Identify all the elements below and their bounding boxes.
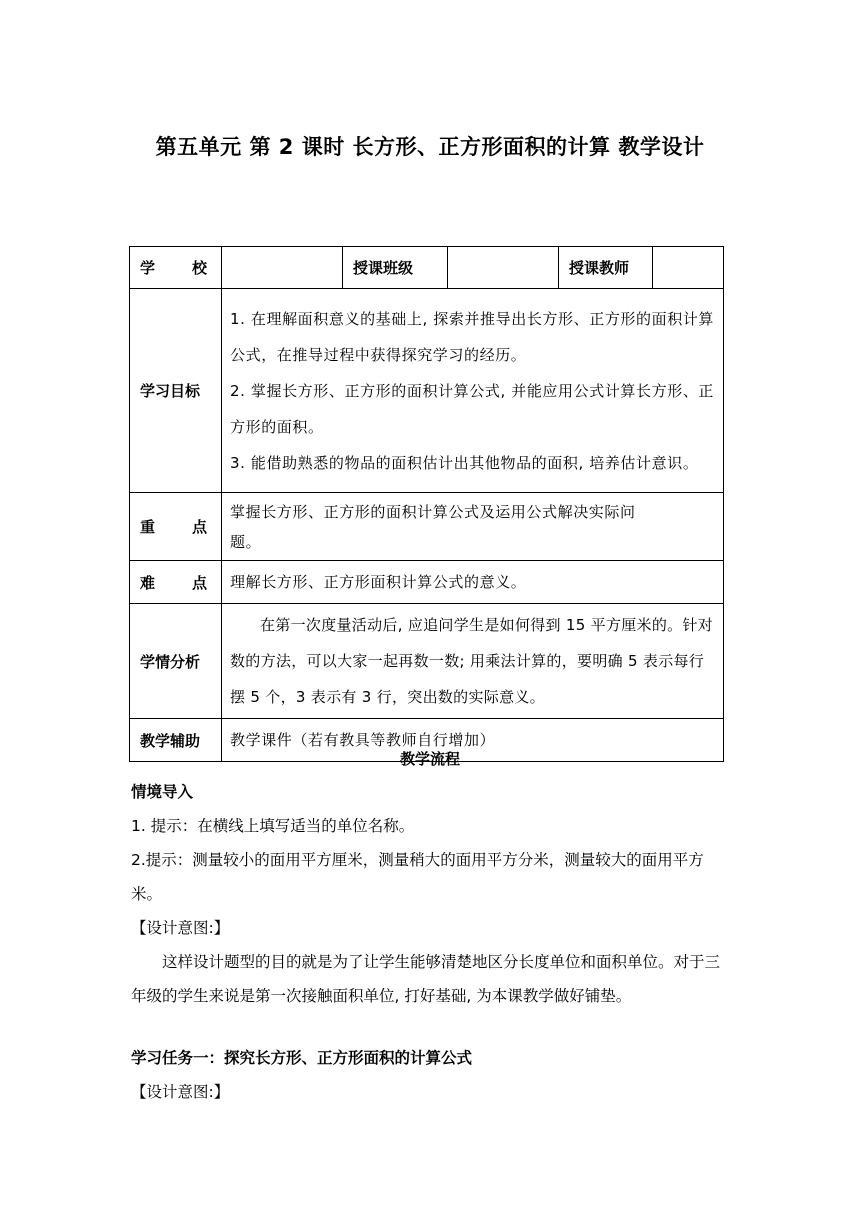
design-intent-label: 【设计意图:】 xyxy=(131,919,230,937)
analysis-row xyxy=(130,604,724,719)
key-points-label: 重 点 xyxy=(130,493,222,561)
class-label: 授课班级 xyxy=(343,247,448,289)
lesson-info-table xyxy=(129,246,724,762)
school-value xyxy=(222,247,343,289)
class-value xyxy=(448,247,559,289)
difficulty-label: 难 点 xyxy=(130,561,222,604)
teacher-value xyxy=(653,247,724,289)
key-points-content: 掌握长方形、正方形的面积计算公式及运用公式解决实际问题。 xyxy=(222,493,724,561)
document-title: 第五单元 第 2 课时 长方形、正方形面积的计算 教学设计 xyxy=(155,135,705,159)
objective-item: 1. 在理解面积意义的基础上, 探索并推导出长方形、正方形的面积计算公式，在推导过程中获得探究学习的经历。 xyxy=(230,309,715,364)
objectives-row xyxy=(130,289,724,493)
objective-item: 3. 能借助熟悉的物品的面积估计出其他物品的面积, 培养估计意识。 xyxy=(230,453,699,472)
teacher-label: 授课教师 xyxy=(559,247,653,289)
school-label: 学 校 xyxy=(130,247,222,289)
header-row xyxy=(130,247,724,289)
aids-label: 教学辅助 xyxy=(130,719,222,762)
design-intent-label: 【设计意图:】 xyxy=(131,1083,230,1101)
objectives-label: 学习目标 xyxy=(130,289,222,493)
flow-heading: 教学流程 xyxy=(399,750,460,768)
analysis-content: 在第一次度量活动后, 应追问学生是如何得到 15 平方厘米的。针对数的方法，可以大家一起再数一数; 用乘法计算的，要明确 5 表示每行摆 5 个，3 表示有 3 行，突出数的实际意义。 xyxy=(222,604,724,719)
objectives-content xyxy=(222,289,724,493)
difficulty-row xyxy=(130,561,724,604)
paragraph: 1. 提示：在横线上填写适当的单位名称。 xyxy=(131,817,415,835)
aids-content: 教学课件（若有教具等教师自行增加） xyxy=(222,719,724,762)
section-title: 学习任务一：探究长方形、正方形面积的计算公式 xyxy=(131,1049,473,1067)
objective-item: 2. 掌握长方形、正方形的面积计算公式, 并能应用公式计算长方形、正方形的面积。 xyxy=(230,381,715,436)
analysis-label: 学情分析 xyxy=(130,604,222,719)
flow-body xyxy=(131,775,731,1013)
paragraph: 这样设计题型的目的就是为了让学生能够清楚地区分长度单位和面积单位。对于三年级的学生来说是第一次接触面积单位, 打好基础, 为本课教学做好铺垫。 xyxy=(131,953,721,1005)
task-section xyxy=(131,1041,731,1109)
difficulty-content: 理解长方形、正方形面积计算公式的意义。 xyxy=(222,561,724,604)
section-title: 情境导入 xyxy=(131,783,194,801)
key-points-row xyxy=(130,493,724,561)
paragraph: 2.提示：测量较小的面用平方厘米，测量稍大的面用平方分米，测量较大的面用平方米。 xyxy=(131,851,704,903)
